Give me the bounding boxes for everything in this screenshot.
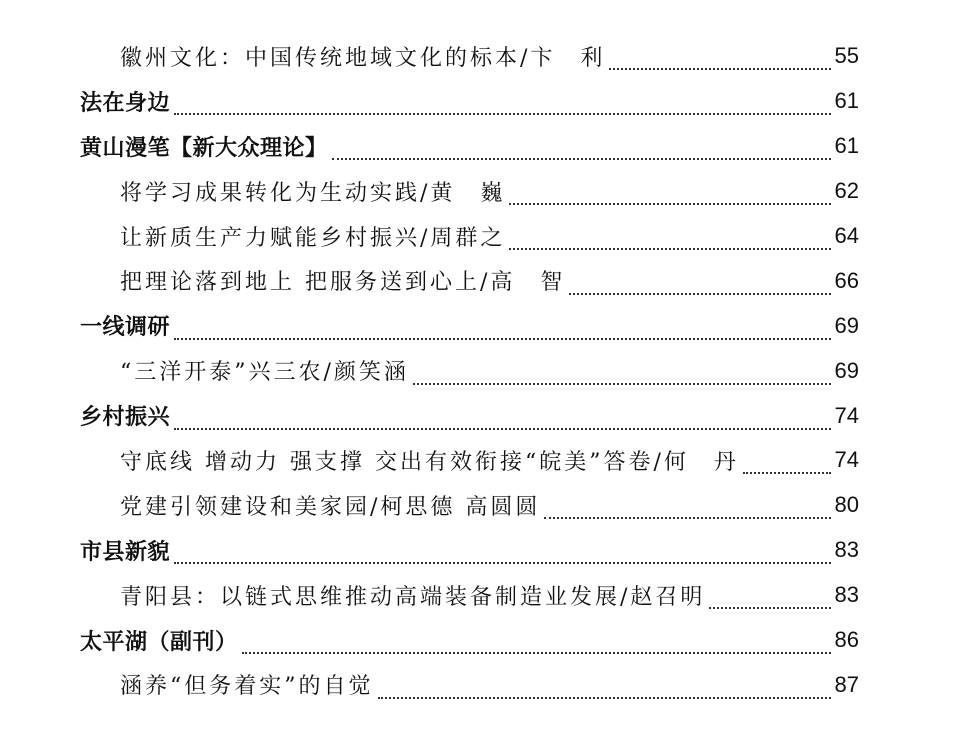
- toc-entry-title: 守底线 增动力 强支撑 交出有效衔接“皖美”答卷/何 丹: [120, 445, 741, 476]
- toc-entry-page: 69: [834, 357, 859, 383]
- dot-leader: [332, 138, 831, 160]
- toc-entry-title: 让新质生产力赋能乡村振兴/周群之: [120, 221, 507, 252]
- dot-leader: [413, 363, 831, 385]
- toc-entry-page: 87: [834, 671, 859, 697]
- toc-section-page: 83: [834, 537, 859, 563]
- dot-leader: [569, 273, 830, 295]
- toc-entry[interactable]: [0, 214, 973, 259]
- toc-section-heading[interactable]: [0, 528, 973, 573]
- toc-entry-title: 党建引领建设和美家园/柯思德 高圆圆: [120, 490, 542, 521]
- toc-entry-page: 80: [834, 492, 859, 518]
- toc-entry[interactable]: [0, 34, 973, 79]
- toc-entry[interactable]: [0, 258, 973, 303]
- dot-leader: [544, 497, 830, 519]
- toc-entry-page: 55: [834, 43, 859, 69]
- dot-leader: [609, 48, 830, 70]
- toc-entry-title: “三洋开泰”兴三农/颜笑涵: [120, 355, 411, 386]
- toc-entry[interactable]: [0, 662, 973, 707]
- toc-entry-title: 徽州文化：中国传统地域文化的标本/卞 利: [120, 41, 607, 72]
- toc-section-title: 法在身边: [80, 86, 172, 117]
- dot-leader: [174, 542, 831, 564]
- toc-section-page: 61: [834, 88, 859, 114]
- dot-leader: [174, 93, 831, 115]
- toc-section-page: 74: [834, 402, 859, 428]
- toc-entry-page: 74: [834, 447, 859, 473]
- dot-leader: [378, 677, 831, 699]
- dot-leader: [509, 183, 830, 205]
- dot-leader: [743, 452, 831, 474]
- toc-section-heading[interactable]: [0, 79, 973, 124]
- toc-section-title: 市县新貌: [80, 535, 172, 566]
- toc-entry[interactable]: [0, 169, 973, 214]
- toc-section-page: 61: [834, 133, 859, 159]
- toc-entry-page: 64: [834, 223, 859, 248]
- toc-entry[interactable]: [0, 483, 973, 528]
- toc-entry[interactable]: [0, 348, 973, 393]
- dot-leader: [174, 408, 831, 430]
- dot-leader: [709, 587, 830, 609]
- toc-section-page: 86: [834, 627, 859, 653]
- toc-entry[interactable]: [0, 573, 973, 618]
- toc-section-title: 一线调研: [80, 310, 172, 341]
- toc-section-title: 黄山漫笔【新大众理论】: [80, 131, 330, 162]
- toc-entry-title: 青阳县：以链式思维推动高端装备制造业发展/赵召明: [120, 580, 707, 611]
- dot-leader: [174, 318, 831, 340]
- toc-entry-page: 83: [834, 582, 859, 608]
- toc-section-heading[interactable]: [0, 124, 973, 169]
- toc-section-title: 太平湖（副刊）: [80, 625, 240, 656]
- dot-leader: [509, 228, 830, 250]
- toc-section-heading[interactable]: [0, 303, 973, 348]
- toc-section-heading[interactable]: [0, 393, 973, 438]
- table-of-contents: [0, 34, 973, 707]
- toc-entry[interactable]: [0, 438, 973, 483]
- toc-section-page: 69: [834, 312, 859, 338]
- toc-entry-title: 将学习成果转化为生动实践/黄 巍: [120, 176, 507, 207]
- toc-section-title: 乡村振兴: [80, 400, 172, 431]
- toc-entry-page: 62: [834, 178, 859, 204]
- toc-entry-page: 66: [834, 267, 859, 293]
- toc-entry-title: 涵养“但务着实”的自觉: [120, 669, 376, 700]
- toc-entry-title: 把理论落到地上 把服务送到心上/高 智: [120, 265, 567, 296]
- toc-section-heading[interactable]: [0, 618, 973, 663]
- dot-leader: [242, 632, 831, 654]
